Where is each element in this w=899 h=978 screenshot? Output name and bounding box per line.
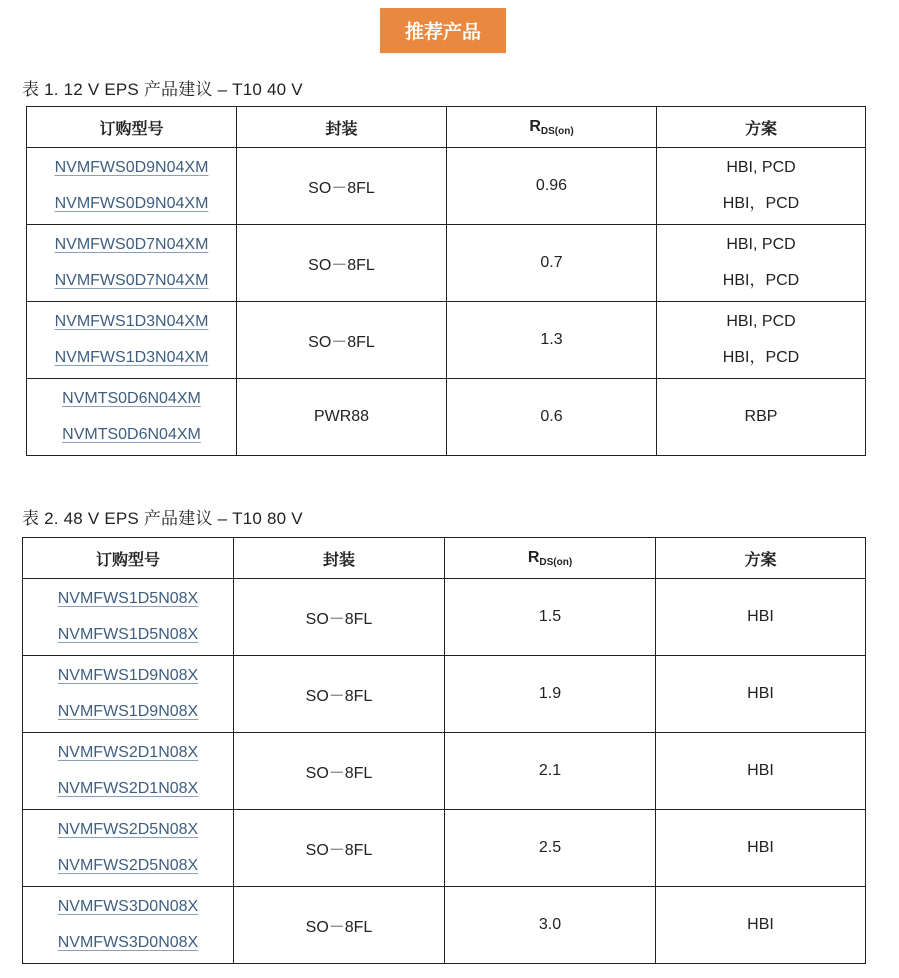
rds-cell: 0.7 <box>447 225 657 302</box>
package-cell: SO－8FL <box>234 810 445 887</box>
part-number-cell <box>27 225 237 302</box>
table-row <box>23 733 866 810</box>
package-cell: SO－8FL <box>237 302 447 379</box>
solution-text: HBI，PCD <box>722 349 800 366</box>
part-number-cell <box>23 810 234 887</box>
table2 <box>22 537 866 964</box>
part-number-cell <box>23 656 234 733</box>
rds-cell: 2.5 <box>445 810 656 887</box>
rds-cell: 1.5 <box>445 579 656 656</box>
solution-cell <box>657 148 866 225</box>
package-cell: SO－8FL <box>234 656 445 733</box>
solution-text: HBI, PCD <box>726 236 796 253</box>
table-row <box>27 379 866 456</box>
part-number-link[interactable]: NVMFWS2D1N08X <box>57 744 199 761</box>
rds-cell: 1.9 <box>445 656 656 733</box>
part-number-cell <box>23 887 234 964</box>
package-cell: SO－8FL <box>234 579 445 656</box>
header-order-number: 订购型号 <box>27 107 237 148</box>
solution-cell: RBP <box>657 379 866 456</box>
rds-cell: 0.96 <box>447 148 657 225</box>
part-number-cell <box>27 302 237 379</box>
part-number-link[interactable]: NVMFWS1D5N08X <box>57 590 199 607</box>
package-cell: PWR88 <box>237 379 447 456</box>
package-cell: SO－8FL <box>237 225 447 302</box>
table-row <box>23 579 866 656</box>
header-solution: 方案 <box>657 107 866 148</box>
rds-cell: 1.3 <box>447 302 657 379</box>
part-number-link[interactable]: NVMFWS3D0N08X <box>57 898 199 915</box>
solution-text: HBI, PCD <box>726 313 796 330</box>
part-number-link[interactable]: NVMFWS1D9N08X <box>57 703 199 720</box>
rds-cell: 2.1 <box>445 733 656 810</box>
part-number-cell <box>27 379 237 456</box>
solution-cell: HBI <box>656 810 866 887</box>
part-number-cell <box>23 733 234 810</box>
table2-caption: 表 2. 48 V EPS 产品建议 – T10 80 V <box>22 509 303 528</box>
part-number-link[interactable]: NVMFWS3D0N08X <box>57 934 199 951</box>
recommended-products-banner <box>380 8 506 53</box>
header-solution: 方案 <box>656 538 866 579</box>
header-area <box>0 0 899 62</box>
solution-text: HBI，PCD <box>722 195 800 212</box>
banner-label: 推荐产品 <box>404 22 481 43</box>
table1-header-row <box>27 107 866 148</box>
solution-cell: HBI <box>656 733 866 810</box>
part-number-link[interactable]: NVMFWS1D9N08X <box>57 667 199 684</box>
header-rds-on: $R_{DS(on)}$ <box>447 107 657 148</box>
rds-cell: 0.6 <box>447 379 657 456</box>
solution-cell: HBI <box>656 656 866 733</box>
header-rds-on: $R_{DS(on)}$ <box>445 538 656 579</box>
table-row <box>27 148 866 225</box>
rds-cell: 3.0 <box>445 887 656 964</box>
solution-text: HBI, PCD <box>726 159 796 176</box>
solution-cell: HBI <box>656 887 866 964</box>
solution-cell: HBI <box>656 579 866 656</box>
solution-text: HBI，PCD <box>722 272 800 289</box>
part-number-link[interactable]: NVMTS0D6N04XM <box>62 390 201 407</box>
part-number-link[interactable]: NVMFWS0D7N04XM <box>54 236 209 253</box>
part-number-link[interactable]: NVMFWS1D3N04XM <box>54 349 209 366</box>
table-row <box>27 302 866 379</box>
package-cell: SO－8FL <box>237 148 447 225</box>
part-number-link[interactable]: NVMFWS0D9N04XM <box>54 159 209 176</box>
package-cell: SO－8FL <box>234 733 445 810</box>
part-number-link[interactable]: NVMFWS0D9N04XM <box>54 195 209 212</box>
package-cell: SO－8FL <box>234 887 445 964</box>
solution-cell <box>657 225 866 302</box>
part-number-link[interactable]: NVMFWS2D1N08X <box>57 780 199 797</box>
part-number-cell <box>27 148 237 225</box>
table-row <box>23 810 866 887</box>
part-number-link[interactable]: NVMFWS0D7N04XM <box>54 272 209 289</box>
part-number-link[interactable]: NVMFWS2D5N08X <box>57 821 199 838</box>
table-row <box>23 887 866 964</box>
solution-cell <box>657 302 866 379</box>
header-package: 封装 <box>237 107 447 148</box>
part-number-cell <box>23 579 234 656</box>
table-row <box>23 656 866 733</box>
table1-caption: 表 1. 12 V EPS 产品建议 – T10 40 V <box>22 80 303 99</box>
part-number-link[interactable]: NVMFWS1D3N04XM <box>54 313 209 330</box>
header-order-number: 订购型号 <box>23 538 234 579</box>
part-number-link[interactable]: NVMFWS1D5N08X <box>57 626 199 643</box>
table-row <box>27 225 866 302</box>
part-number-link[interactable]: NVMTS0D6N04XM <box>62 426 201 443</box>
table2-header-row <box>23 538 866 579</box>
header-package: 封装 <box>234 538 445 579</box>
table1 <box>26 106 866 456</box>
part-number-link[interactable]: NVMFWS2D5N08X <box>57 857 199 874</box>
